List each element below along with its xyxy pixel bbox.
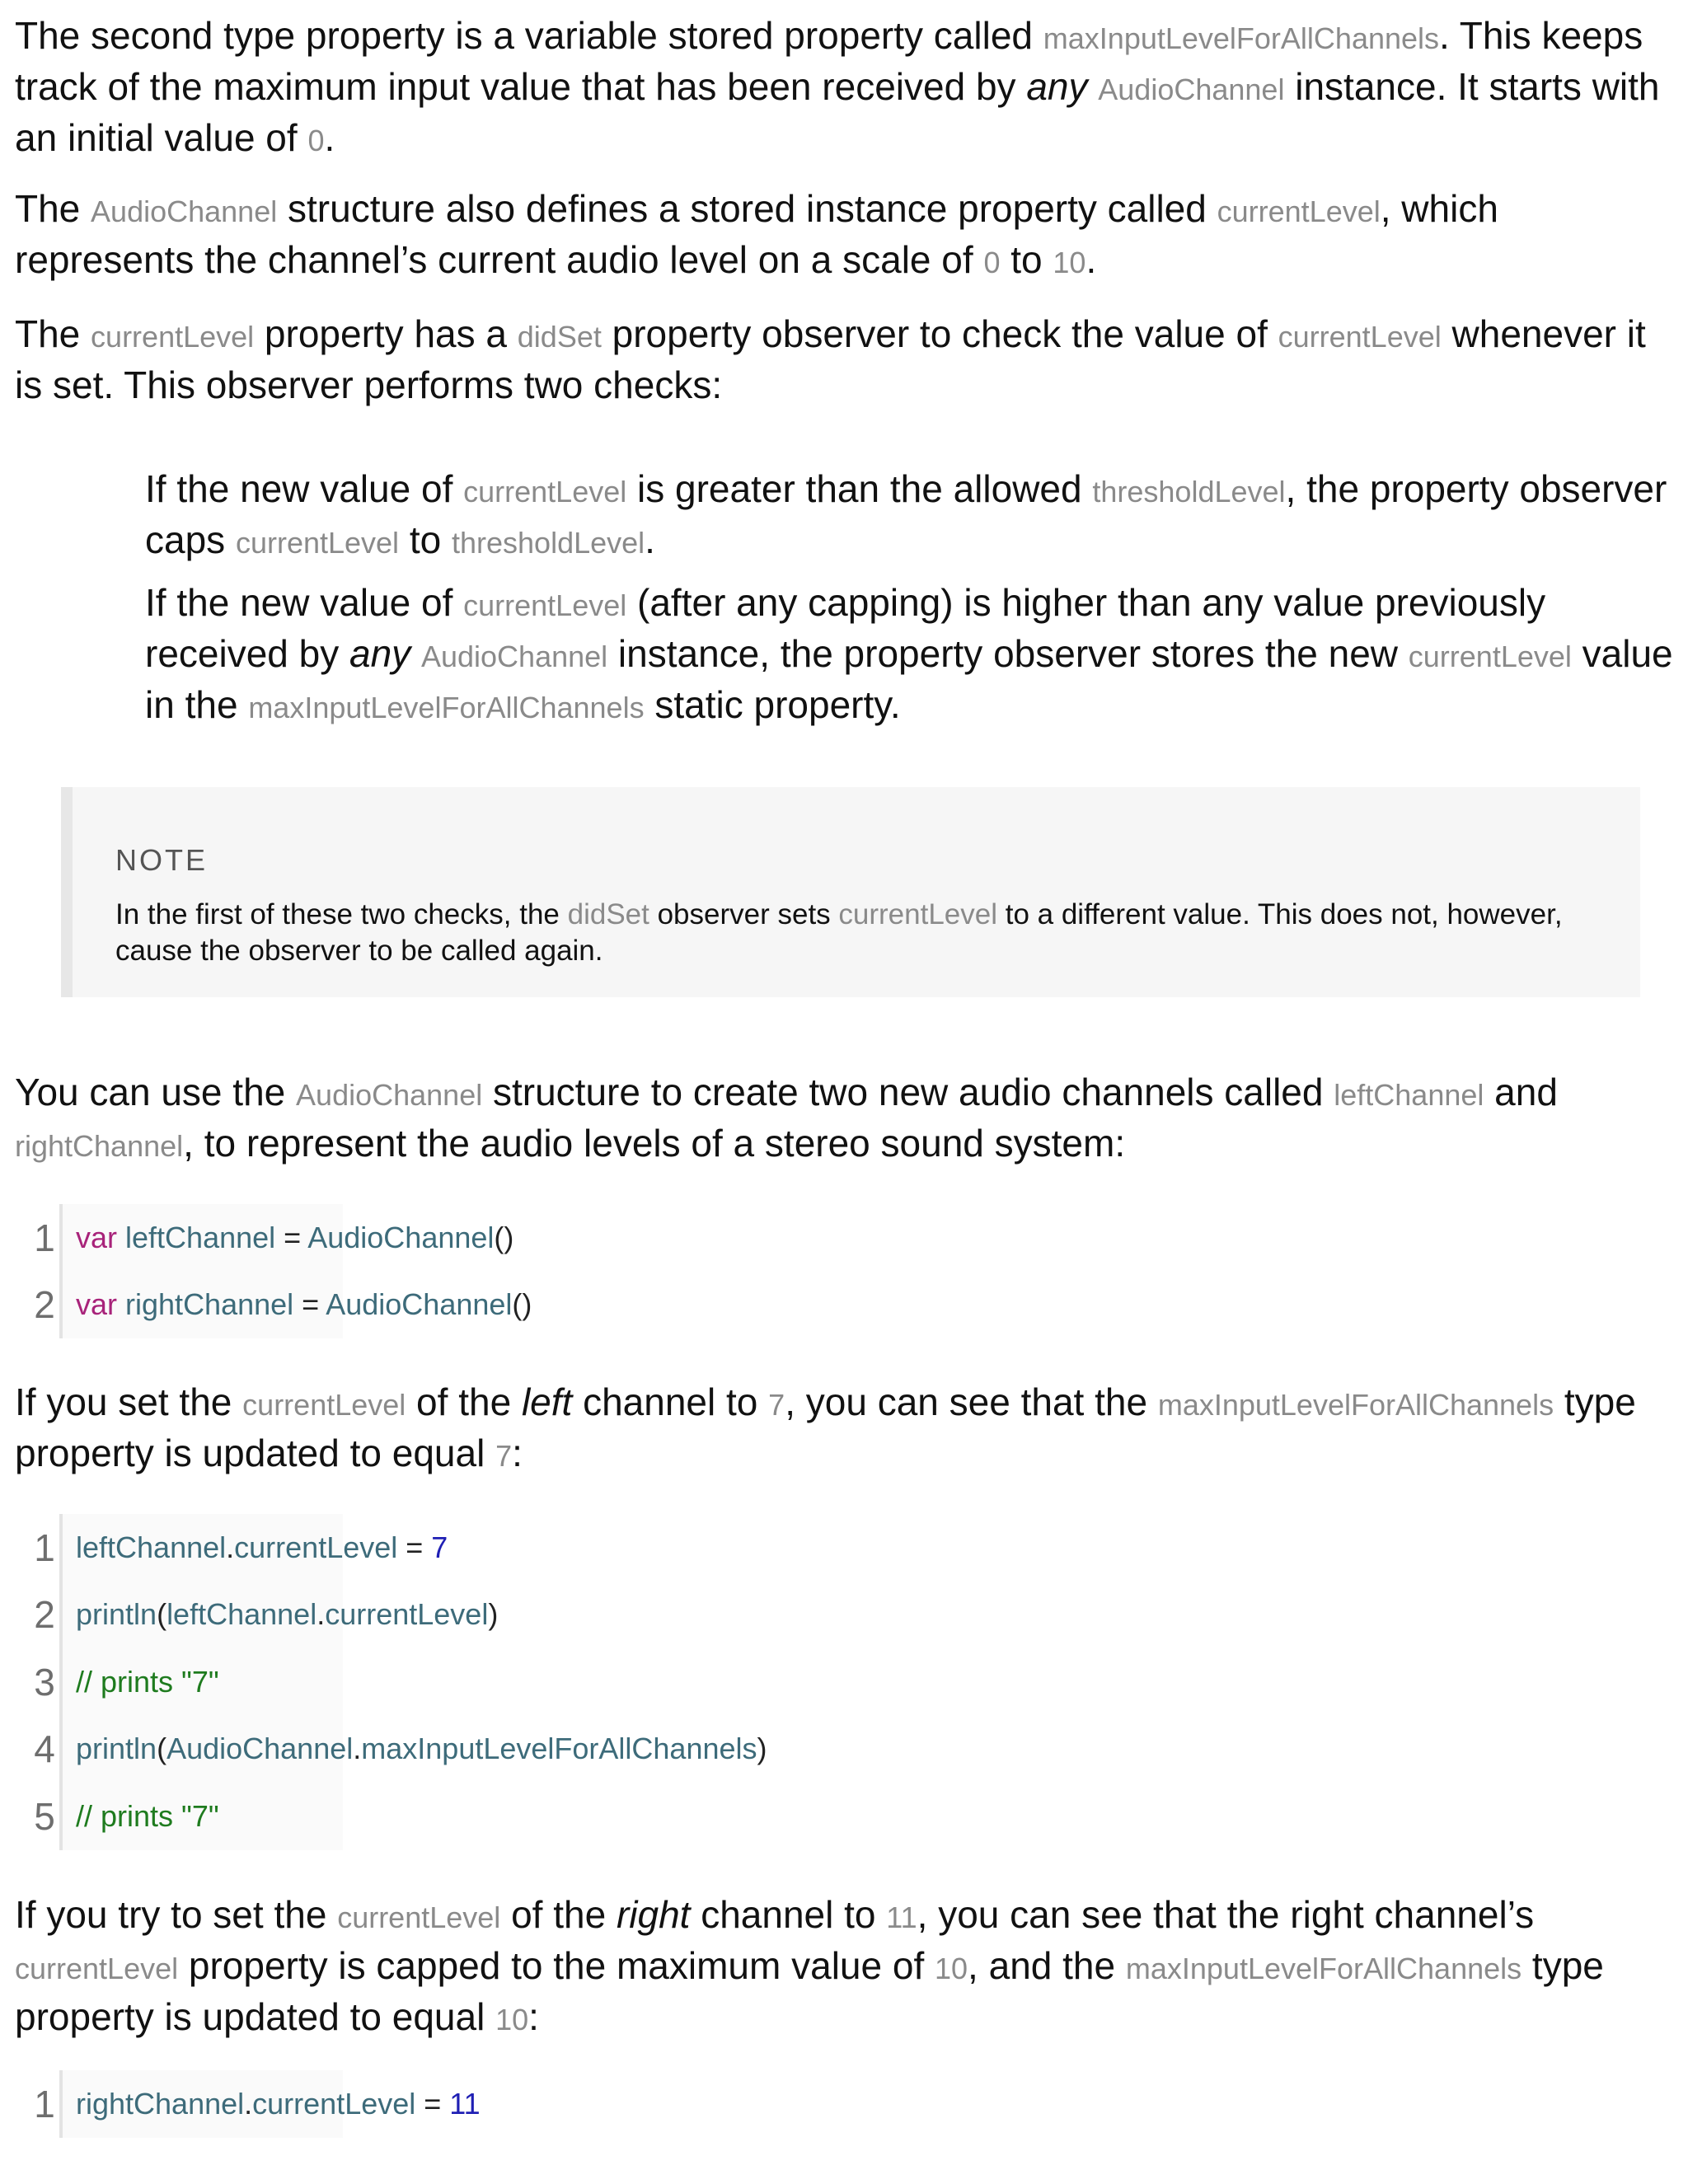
- code-block-left-channel: [34, 1514, 804, 1850]
- code-line: [34, 1783, 804, 1850]
- code-source: [76, 2087, 481, 2121]
- text: instance. It starts with an initial value of: [15, 65, 1660, 159]
- text: to a different value. This does not, however, cause the observer to be called again.: [115, 898, 1563, 967]
- code-space: [117, 1221, 125, 1254]
- line-number: 2: [34, 1593, 55, 1637]
- code-term: 0: [983, 246, 1001, 279]
- paragraph-current-level: [15, 185, 1639, 287]
- code-term: didSet: [567, 898, 649, 930]
- code-space: [117, 1287, 125, 1321]
- code-term: AudioChannel: [296, 1078, 483, 1112]
- code-term: didSet: [517, 320, 602, 354]
- text: If the new value of: [145, 467, 464, 510]
- text: The second type property is a variable stored property called: [15, 14, 1043, 57]
- code-term: currentLevel: [1408, 640, 1572, 673]
- check-list: [145, 465, 1678, 732]
- text: The: [15, 312, 91, 355]
- code-line: [34, 1648, 804, 1716]
- code-term: thresholdLevel: [1092, 475, 1286, 509]
- paragraph-right-channel: [15, 1891, 1672, 2044]
- code-term: currentLevel: [838, 898, 998, 930]
- code-identifier: leftChannel: [125, 1220, 276, 1254]
- line-number: 4: [34, 1727, 55, 1771]
- code-term: currentLevel: [1278, 320, 1442, 354]
- code-term: 10: [1053, 246, 1086, 279]
- text: , you can see that the: [785, 1380, 1158, 1423]
- text: type property is updated to equal: [15, 1380, 1636, 1474]
- code-number: 7: [431, 1530, 448, 1564]
- code-identifier: maxInputLevelForAllChannels: [361, 1732, 757, 1766]
- text: The: [15, 187, 91, 230]
- text: , the property observer caps: [145, 467, 1667, 561]
- text: [1087, 65, 1098, 108]
- code-term: maxInputLevelForAllChannels: [1043, 21, 1440, 55]
- code-block-right-channel: [34, 2070, 524, 2138]
- code-term: 7: [768, 1388, 785, 1422]
- text: :: [528, 1995, 539, 2038]
- line-number: 1: [34, 1526, 55, 1569]
- text: to: [1000, 238, 1053, 281]
- code-term: 11: [886, 1900, 917, 1934]
- emphasis: left: [521, 1380, 573, 1423]
- code-punctuation: (): [512, 1287, 532, 1322]
- code-punctuation: .: [316, 1597, 326, 1632]
- text: , to represent the audio levels of a stereo sound system:: [183, 1122, 1126, 1165]
- note-text: [115, 897, 1615, 969]
- code-operator: =: [275, 1220, 308, 1254]
- code-line: [34, 1716, 804, 1783]
- list-item: [145, 465, 1678, 567]
- code-term: 10: [935, 1952, 968, 1985]
- text: of the: [500, 1893, 617, 1936]
- code-identifier: leftChannel: [166, 1597, 317, 1632]
- code-punctuation: ): [757, 1732, 767, 1766]
- text: channel to: [690, 1893, 887, 1936]
- list-item: [145, 579, 1678, 732]
- text: to: [399, 518, 452, 561]
- code-type: AudioChannel: [326, 1287, 513, 1322]
- text: , you can see that the right channel’s: [917, 1893, 1535, 1936]
- text: observer sets: [649, 898, 839, 930]
- text: You can use the: [15, 1071, 297, 1113]
- text: value in the: [145, 632, 1673, 726]
- text: . This keeps track of the maximum input value that has been received by: [15, 14, 1643, 108]
- code-punctuation: .: [244, 2086, 253, 2121]
- code-term: currentLevel: [1217, 194, 1381, 228]
- code-term: currentLevel: [463, 588, 627, 622]
- code-comment: // prints "7": [76, 1798, 219, 1833]
- code-term: currentLevel: [242, 1388, 406, 1422]
- code-term: 0: [307, 124, 325, 157]
- text: If the new value of: [145, 581, 464, 624]
- text: whenever it is set. This observer performs two checks:: [15, 312, 1646, 406]
- code-identifier: rightChannel: [125, 1287, 294, 1322]
- text: [410, 632, 421, 675]
- code-source: [76, 1287, 532, 1322]
- text: .: [324, 116, 335, 159]
- emphasis: right: [616, 1893, 691, 1936]
- text: structure also defines a stored instance property called: [277, 187, 1217, 230]
- code-term: maxInputLevelForAllChannels: [1157, 1388, 1554, 1422]
- text: , which represents the channel’s current audio level on a scale of: [15, 187, 1498, 281]
- code-line: [34, 1582, 804, 1649]
- code-type: AudioChannel: [166, 1732, 354, 1766]
- code-number: 11: [449, 2086, 481, 2121]
- code-punctuation: .: [226, 1530, 235, 1564]
- line-number: 3: [34, 1660, 55, 1704]
- code-identifier: currentLevel: [325, 1597, 489, 1632]
- paragraph-create-channels: [15, 1068, 1639, 1170]
- text: .: [1085, 238, 1097, 281]
- line-number: 1: [34, 2082, 55, 2125]
- text: and: [1484, 1071, 1558, 1113]
- code-term: currentLevel: [463, 475, 627, 509]
- code-identifier: leftChannel: [76, 1530, 227, 1564]
- text: (after any capping) is higher than any value previously received by: [145, 581, 1546, 675]
- paragraph-left-channel: [15, 1378, 1672, 1480]
- emphasis: any: [349, 632, 411, 675]
- code-punctuation: (: [157, 1732, 167, 1766]
- line-number: 1: [34, 1216, 55, 1259]
- text: .: [645, 518, 655, 561]
- text: property observer to check the value of: [601, 312, 1278, 355]
- code-term: AudioChannel: [1098, 73, 1285, 106]
- code-function: println: [76, 1732, 157, 1766]
- code-term: 10: [495, 2003, 529, 2036]
- text: :: [512, 1432, 523, 1474]
- text: channel to: [572, 1380, 769, 1423]
- note-label: NOTE: [115, 843, 209, 877]
- text: property is capped to the maximum value of: [178, 1944, 935, 1987]
- code-identifier: currentLevel: [234, 1530, 398, 1564]
- line-number: 5: [34, 1794, 55, 1838]
- code-line: [34, 1514, 804, 1582]
- code-term: currentLevel: [235, 526, 400, 560]
- code-term: 7: [495, 1439, 513, 1473]
- code-term: maxInputLevelForAllChannels: [1125, 1952, 1522, 1985]
- code-term: AudioChannel: [91, 194, 278, 228]
- line-number: 2: [34, 1283, 55, 1327]
- code-term: currentLevel: [91, 320, 255, 354]
- text: , and the: [968, 1944, 1126, 1987]
- text: If you set the: [15, 1380, 243, 1423]
- code-block-channels: [34, 1204, 532, 1338]
- note-box: [61, 787, 1640, 997]
- code-punctuation: (): [494, 1220, 514, 1254]
- code-term: leftChannel: [1334, 1078, 1484, 1112]
- code-line: [34, 1272, 532, 1339]
- text: property has a: [254, 312, 518, 355]
- text: In the first of these two checks, the: [115, 898, 568, 930]
- code-identifier: currentLevel: [252, 2086, 416, 2121]
- code-source: [76, 1530, 448, 1565]
- code-function: println: [76, 1597, 157, 1632]
- code-keyword: var: [76, 1220, 118, 1254]
- code-source: [76, 1597, 498, 1632]
- code-line: [34, 1204, 524, 1272]
- code-punctuation: ): [488, 1597, 499, 1632]
- emphasis: any: [1026, 65, 1088, 108]
- code-term: rightChannel: [15, 1129, 184, 1163]
- code-term: thresholdLevel: [452, 526, 645, 560]
- text: of the: [406, 1380, 522, 1423]
- code-source: [76, 1221, 513, 1255]
- paragraph-did-set: [15, 310, 1672, 409]
- code-keyword: var: [76, 1287, 118, 1322]
- text: structure to create two new audio channels called: [482, 1071, 1334, 1113]
- code-punctuation: (: [157, 1597, 167, 1632]
- code-operator: =: [293, 1287, 326, 1322]
- code-term: currentLevel: [337, 1900, 501, 1934]
- code-line: [34, 2070, 524, 2138]
- text: type property is updated to equal: [15, 1944, 1604, 2038]
- code-term: currentLevel: [15, 1952, 179, 1985]
- code-comment: // prints "7": [76, 1664, 219, 1699]
- text: instance, the property observer stores the new: [607, 632, 1409, 675]
- code-type: AudioChannel: [307, 1220, 495, 1254]
- code-identifier: rightChannel: [76, 2086, 245, 2121]
- code-operator: =: [397, 1530, 432, 1564]
- text: static property.: [644, 683, 901, 726]
- code-punctuation: .: [353, 1732, 362, 1766]
- code-term: AudioChannel: [420, 640, 608, 673]
- code-term: maxInputLevelForAllChannels: [248, 691, 645, 724]
- paragraph-max-input-level: [15, 12, 1663, 165]
- text: If you try to set the: [15, 1893, 338, 1936]
- code-source: [76, 1732, 767, 1766]
- text: is greater than the allowed: [626, 467, 1093, 510]
- code-operator: =: [415, 2086, 450, 2121]
